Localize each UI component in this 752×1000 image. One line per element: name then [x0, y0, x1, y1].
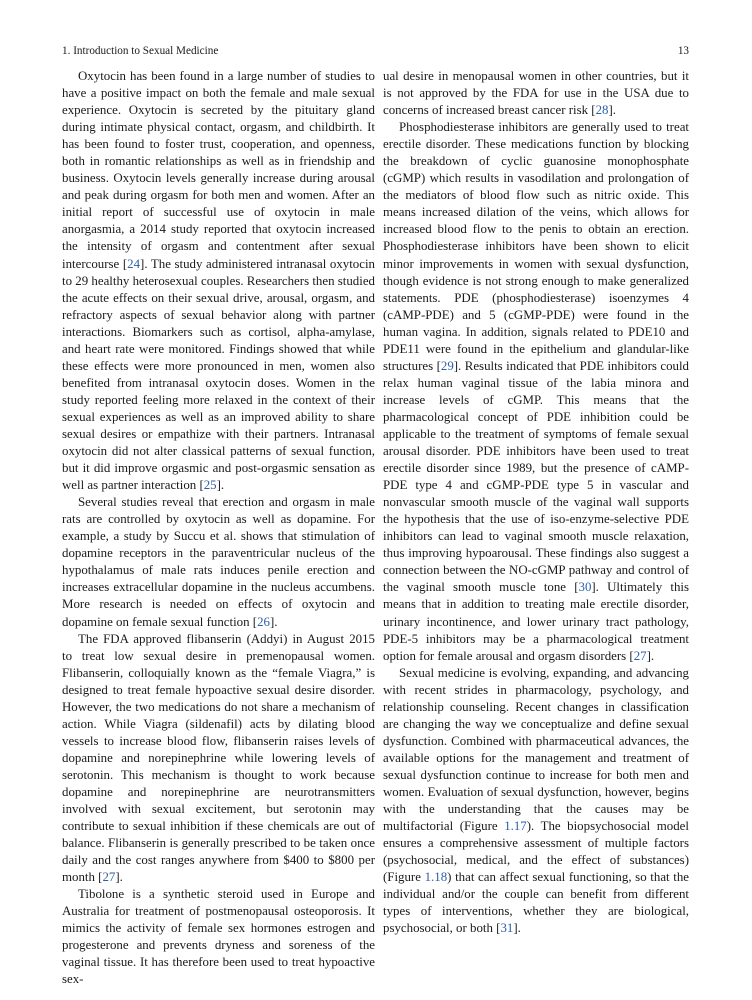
- paragraph-text: ].: [608, 103, 616, 118]
- paragraph-text: ]. Results indicated that PDE inhibitors could relax human vaginal tissue of the labia minora and increase levels of cGMP. This means that the pharmacological concept of PDE inhibition could be applicable to the treatment of symptoms of female sexual arousal disorder. PDE inhibitors have been used to treat erectile disorder since 1989, but the presence of cAMP-PDE type 4 and cGMP-PDE type 5 in vascular and nonvascular smooth muscle of the vaginal wall supports the hypothesis that the use of iso-enzyme-selective PDE inhibitors can lead to vaginal smooth muscle relaxation, thus improving hypoarousal. These findings also suggest a connection between the NO-cGMP pathway and control of the vaginal smooth muscle tone [: [383, 358, 689, 595]
- citation-link[interactable]: 25: [203, 478, 217, 493]
- paragraph-text: ].: [646, 648, 655, 663]
- citation-link[interactable]: 29: [440, 358, 454, 373]
- citation-link[interactable]: 28: [595, 103, 609, 118]
- figure-link[interactable]: 1.18: [424, 870, 448, 885]
- citation-link[interactable]: 24: [127, 256, 141, 271]
- paragraph-tibolone: [62, 886, 375, 988]
- paragraph-text: ].: [216, 478, 225, 493]
- paragraph-pde-inhibitors: [383, 119, 689, 665]
- citation-link[interactable]: 27: [102, 870, 116, 885]
- paragraph-text: ].: [269, 614, 278, 629]
- paragraph-text: ) that can affect sexual functioning, so that the individual and/or the couple can benefit from different types of interventions, whether they are biological, psychosocial, or both [: [383, 870, 690, 936]
- figure-link[interactable]: 1.17: [504, 819, 527, 834]
- paragraph-flibanserin: [62, 631, 375, 887]
- paragraph-text: ].: [513, 921, 521, 936]
- paragraph-rats-dopamine: [62, 494, 375, 630]
- paragraph-text: ). The biopsychosocial model ensures a comprehensive assessment of multiple factors (psychosocial, medical, and the effect of substances) (Figure: [383, 819, 689, 885]
- paragraph-text: Sexual medicine is evolving, expanding, and advancing with recent strides in pharmacology, psychology, and relationship counseling. Recent changes in classification are changing the way we conceptualize and define sexual dysfunction. Combined with pharmaceutical advances, the available options for the management and treatment of sexual dysfunction continue to increase for both men and women. Evaluation of sexual dysfunction, however, begins with the understanding that the causes may be multifactorial (Figure: [383, 665, 689, 834]
- paragraph-text: Tibolone is a synthetic steroid used in Europe and Australia for treatment of postmenopausal osteoporosis. It mimics the activity of female sex hormones estrogen and progesterone and prevents dryness and soreness of the vaginal tissue. It has therefore been used to treat hypoactive sex-: [62, 887, 375, 987]
- citation-link[interactable]: 27: [633, 648, 647, 663]
- paragraph-oxytocin: [62, 68, 375, 494]
- paragraph-text: ]. Ultimately this means that in addition to treating male erectile disorder, urinary incontinence, and lower urinary tract pathology, PDE-5 inhibitors may be a pharmacological treatment option for female arousal and orgasm disorders [: [383, 580, 690, 663]
- paragraph-text: ].: [115, 870, 123, 885]
- page-number: 13: [677, 45, 689, 57]
- paragraph-sexual-medicine-evolving: [383, 665, 689, 938]
- citation-link[interactable]: 26: [257, 614, 270, 629]
- left-column: [62, 68, 375, 989]
- running-header: [62, 43, 689, 59]
- citation-link[interactable]: 31: [500, 921, 514, 936]
- paragraph-text: The FDA approved flibanserin (Addyi) in August 2015 to treat low sexual desire in premenopausal women. Flibanserin, colloquially known as the “female Viagra,” is designed to treat female hypoactive sexual desire disorder. However, the two medications do not share a mechanism of action. While Viagra (sildenafil) acts by dilating blood vessels to increase blood flow, flibanserin raises levels of dopamine and norepinephrine while lowering levels of serotonin. This mechanism is thought to work because dopamine and norepinephrine are neurotransmitters involved with sexual excitement, but serotonin may contribute to sexual inhibition if these chemicals are out of balance. Flibanserin is generally prescribed to be taken once daily and the cost ranges anywhere from $400 to $800 per month [: [62, 631, 375, 885]
- chapter-title: 1. Introduction to Sexual Medicine: [62, 45, 219, 57]
- paragraph-text: Oxytocin has been found in a large number of studies to have a positive impact on both the female and male sexual experience. Oxytocin is secreted by the pituitary gland during intimate physical contact, orgasm, and childbirth. It has been found to foster trust, cooperation, and openness, both in romantic relationships as well as in friendship and business. Oxytocin levels generally increase during arousal and peak during orgasm for both men and women. After an initial report of successful use of oxytocin in male anorgasmia, a 2014 study reported that oxytocin increased the intensity of orgasm and contentment after sexual intercourse [: [62, 69, 375, 271]
- paragraph-text: Several studies reveal that erection and orgasm in male rats are controlled by oxytocin as well as dopamine. For example, a study by Succu et al. shows that stimulation of dopamine receptors in the paraventricular nucleus of the hypothalamus of male rats induces penile erection and increases extracellular dopamine in the nucleus accumbens. More research is needed on effects of oxytocin and dopamine on female sexual function [: [62, 495, 375, 629]
- paragraph-tibolone-continued: [383, 68, 689, 119]
- right-column: [383, 68, 689, 937]
- citation-link[interactable]: 30: [578, 580, 592, 595]
- paragraph-text: Phosphodiesterase inhibitors are generally used to treat erectile disorder. These medications function by blocking the breakdown of cyclic guanosine monophosphate (cGMP) which results in vasodilation and prolongation of the mediators of blood flow such as nitric oxide. This means increased dilation of the veins, which allows for increased blood flow to the penis to obtain an erection. Phosphodiesterase inhibitors have been shown to elicit minor improvements in women with sexual dysfunction, though evidence is not strong enough to make generalized statements. PDE (phosphodiesterase) isoenzymes 4 (cAMP-PDE) and 5 (cGMP-PDE) were found in the human vagina. In addition, signals related to PDE10 and PDE11 were found in the epithelium and glandular-like structures [: [383, 120, 689, 373]
- paragraph-text: ]. The study administered intranasal oxytocin to 29 healthy heterosexual couples. Researchers then studied the acute effects on their sexual drive, arousal, orgasm, and refractory aspects of sexual behavior along with partner interactions. Biomarkers such as cortisol, alpha-amylase, and heart rate were monitored. Findings showed that while these effects were more pronounced in men, women also benefited from intranasal oxytocin doses. Women in the study reported feeling more relaxed in the context of their sexual experiences as well as an improved ability to share sexual desires or empathize with their partners. Intranasal oxytocin did not alter classical patterns of sexual function, but it did improve orgasmic and post-orgasmic sensation as well as partner interaction [: [62, 256, 375, 493]
- paragraph-text: ual desire in menopausal women in other countries, but it is not approved by the FDA for use in the USA due to concerns of increased breast cancer risk [: [383, 69, 689, 118]
